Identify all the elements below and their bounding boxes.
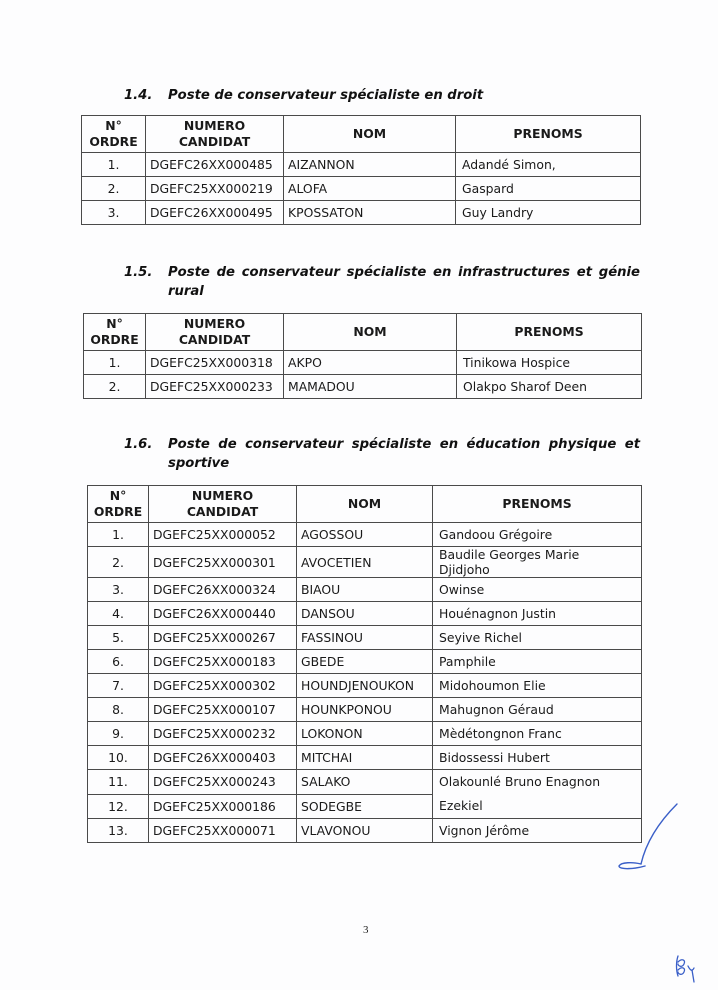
- cell-nom: AKPO: [284, 351, 457, 375]
- cell-prenoms: Midohoumon Elie: [433, 674, 642, 698]
- cell-nom: AGOSSOU: [297, 523, 433, 547]
- cell-numero: DGEFC25XX000301: [149, 547, 297, 578]
- col-header-numero: [146, 116, 284, 153]
- cell-nom: VLAVONOU: [297, 819, 433, 843]
- col-header-prenoms: PRENOMS: [433, 486, 642, 523]
- col-header-ordre-line1: N°: [106, 316, 123, 331]
- table-row: [88, 650, 642, 674]
- cell-numero: DGEFC25XX000107: [149, 698, 297, 722]
- table-row: [88, 770, 642, 795]
- cell-nom: GBEDE: [297, 650, 433, 674]
- cell-numero: DGEFC25XX000267: [149, 626, 297, 650]
- table-row: [88, 602, 642, 626]
- cell-ordre: 11.: [88, 770, 149, 795]
- cell-ordre: 12.: [88, 794, 149, 819]
- cell-numero: DGEFC26XX000440: [149, 602, 297, 626]
- cell-ordre: 3.: [82, 201, 146, 225]
- cell-nom: LOKONON: [297, 722, 433, 746]
- cell-prenoms: Ezekiel: [439, 798, 483, 813]
- cell-nom: SODEGBE: [297, 794, 433, 819]
- cell-nom: HOUNKPONOU: [297, 698, 433, 722]
- table-row: [88, 626, 642, 650]
- table-row: [88, 819, 642, 843]
- col-header-numero: [149, 486, 297, 523]
- col-header-ordre: [84, 314, 146, 351]
- table-row: [84, 375, 642, 399]
- cell-nom: AVOCETIEN: [297, 547, 433, 578]
- section-number: 1.5.: [124, 265, 153, 280]
- table-row: [88, 547, 642, 578]
- cell-numero: DGEFC26XX000403: [149, 746, 297, 770]
- cell-prenoms-merged: [433, 770, 642, 819]
- cell-prenoms: Seyive Richel: [433, 626, 642, 650]
- cell-numero: DGEFC25XX000071: [149, 819, 297, 843]
- col-header-ordre-line1: N°: [109, 488, 127, 503]
- cell-nom: ALOFA: [284, 177, 456, 201]
- cell-ordre: 2.: [88, 547, 149, 578]
- col-header-numero-line1: NUMERO: [183, 118, 246, 133]
- section-number: 1.6.: [124, 437, 153, 452]
- cell-nom: HOUNDJENOUKON: [297, 674, 433, 698]
- cell-numero: DGEFC25XX000302: [149, 674, 297, 698]
- cell-numero: DGEFC25XX000219: [146, 177, 284, 201]
- cell-nom: SALAKO: [297, 770, 433, 795]
- col-header-nom: NOM: [297, 486, 433, 523]
- col-header-ordre-line1: N°: [105, 118, 122, 133]
- section-heading-1-5: [124, 265, 640, 299]
- cell-numero: DGEFC25XX000318: [146, 351, 284, 375]
- signature-mark: [615, 800, 685, 870]
- cell-ordre: 6.: [88, 650, 149, 674]
- cell-ordre: 5.: [88, 626, 149, 650]
- table-row: [88, 674, 642, 698]
- table-row: [88, 722, 642, 746]
- cell-prenoms: Baudile Georges Marie Djidjoho: [433, 547, 642, 578]
- cell-ordre: 9.: [88, 722, 149, 746]
- section-title-line1: Poste de conservateur spécialiste en éducation physique et: [168, 437, 640, 452]
- cell-numero: DGEFC25XX000243: [149, 770, 297, 795]
- cell-nom: MITCHAI: [297, 746, 433, 770]
- cell-ordre: 1.: [82, 153, 146, 177]
- cell-prenoms: Olakounlé Bruno Enagnon: [439, 774, 601, 789]
- col-header-prenoms: PRENOMS: [456, 116, 641, 153]
- cell-ordre: 10.: [88, 746, 149, 770]
- col-header-nom: NOM: [284, 314, 457, 351]
- col-header-numero: [146, 314, 284, 351]
- cell-prenoms: Houénagnon Justin: [433, 602, 642, 626]
- cell-nom: AIZANNON: [284, 153, 456, 177]
- cell-numero: DGEFC26XX000495: [146, 201, 284, 225]
- cell-ordre: 7.: [88, 674, 149, 698]
- table-row: [88, 746, 642, 770]
- section-number: 1.4.: [124, 88, 153, 103]
- cell-prenoms: Olakpo Sharof Deen: [457, 375, 642, 399]
- table-row: [82, 201, 641, 225]
- candidates-table-infrastructures: [83, 313, 642, 399]
- cell-numero: DGEFC26XX000485: [146, 153, 284, 177]
- cell-ordre: 2.: [84, 375, 146, 399]
- cell-prenoms: Mèdétongnon Franc: [433, 722, 642, 746]
- col-header-ordre: [88, 486, 149, 523]
- cell-nom: KPOSSATON: [284, 201, 456, 225]
- table-row: [88, 698, 642, 722]
- cell-ordre: 3.: [88, 578, 149, 602]
- section-title: Poste de conservateur spécialiste en droit: [168, 88, 484, 103]
- col-header-nom: NOM: [284, 116, 456, 153]
- cell-prenoms: Vignon Jérôme: [433, 819, 642, 843]
- cell-prenoms: Tinikowa Hospice: [457, 351, 642, 375]
- cell-prenoms: Owinse: [433, 578, 642, 602]
- col-header-ordre-line2: ORDRE: [93, 504, 143, 519]
- table-row: [88, 523, 642, 547]
- table-header-row: [84, 314, 642, 351]
- cell-prenoms: Bidossessi Hubert: [433, 746, 642, 770]
- cell-numero: DGEFC25XX000052: [149, 523, 297, 547]
- table-header-row: [82, 116, 641, 153]
- table-row: [82, 153, 641, 177]
- page-number: 3: [363, 924, 369, 936]
- cell-nom: BIAOU: [297, 578, 433, 602]
- cell-numero: DGEFC25XX000232: [149, 722, 297, 746]
- cell-ordre: 2.: [82, 177, 146, 201]
- cell-prenoms: Gaspard: [456, 177, 641, 201]
- col-header-ordre: [82, 116, 146, 153]
- col-header-numero-line2: CANDIDAT: [178, 332, 251, 347]
- cell-nom: FASSINOU: [297, 626, 433, 650]
- table-row: [84, 351, 642, 375]
- col-header-numero-line1: NUMERO: [191, 488, 254, 503]
- section-title-line2: sportive: [168, 456, 230, 471]
- table-header-row: [88, 486, 642, 523]
- cell-prenoms: Guy Landry: [456, 201, 641, 225]
- section-heading-1-6: [124, 437, 640, 471]
- candidates-table-education-physique: [87, 485, 642, 843]
- initials-mark: [672, 952, 700, 984]
- col-header-numero-line2: CANDIDAT: [186, 504, 259, 519]
- section-title-line2: rural: [168, 284, 204, 299]
- col-header-prenoms: PRENOMS: [457, 314, 642, 351]
- cell-numero: DGEFC25XX000183: [149, 650, 297, 674]
- section-heading-1-4: [124, 88, 483, 103]
- cell-nom: DANSOU: [297, 602, 433, 626]
- col-header-numero-line1: NUMERO: [183, 316, 246, 331]
- cell-ordre: 13.: [88, 819, 149, 843]
- table-row: [82, 177, 641, 201]
- section-title-line1: Poste de conservateur spécialiste en infrastructures et génie: [168, 265, 640, 280]
- cell-prenoms: Mahugnon Géraud: [433, 698, 642, 722]
- cell-numero: DGEFC26XX000324: [149, 578, 297, 602]
- cell-nom: MAMADOU: [284, 375, 457, 399]
- cell-numero: DGEFC25XX000186: [149, 794, 297, 819]
- col-header-ordre-line2: ORDRE: [89, 134, 138, 149]
- col-header-numero-line2: CANDIDAT: [178, 134, 251, 149]
- cell-ordre: 4.: [88, 602, 149, 626]
- table-row: [88, 578, 642, 602]
- cell-prenoms: Gandoou Grégoire: [433, 523, 642, 547]
- cell-prenoms: Pamphile: [433, 650, 642, 674]
- cell-ordre: 1.: [88, 523, 149, 547]
- cell-numero: DGEFC25XX000233: [146, 375, 284, 399]
- cell-ordre: 1.: [84, 351, 146, 375]
- cell-prenoms: Adandé Simon,: [456, 153, 641, 177]
- candidates-table-droit: [81, 115, 641, 225]
- cell-ordre: 8.: [88, 698, 149, 722]
- col-header-ordre-line2: ORDRE: [90, 332, 139, 347]
